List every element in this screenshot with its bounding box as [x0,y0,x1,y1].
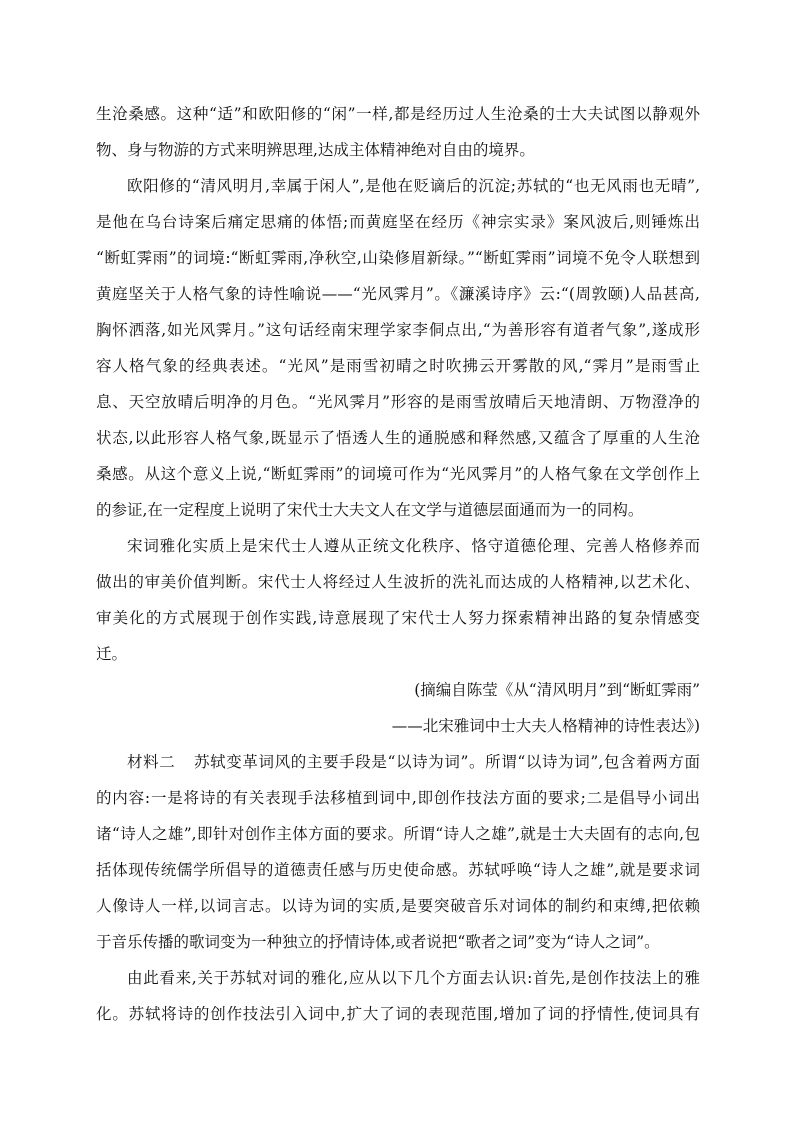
text-line: “断虹霁雨”的词境:“断虹霁雨,净秋空,山染修眉新绿。”“断虹霁雨”词境不免令人联想到 [96,249,700,267]
text-line: 做出的审美价值判断。宋代士人将经过人生波折的洗礼而达成的人格精神,以艺术化、 [96,573,700,591]
citation-line: ——北宋雅词中士大夫人格精神的诗性表达》) [391,717,700,735]
text-line: 审美化的方式展现于创作实践,诗意展现了宋代士人努力探索精神出路的复杂情感变 [96,609,700,627]
text-line: 黄庭坚关于人格气象的诗性喻说——“光风霁月”。《濂溪诗序》云:“(周敦颐)人品甚高, [96,285,700,303]
material-two-line [96,744,700,780]
text-line: 桑感。从这个意义上说,“断虹霁雨”的词境可作为“光风霁月”的人格气象在文学创作上 [96,465,700,483]
text-line: 的内容:一是将诗的有关表现手法移植到词中,即创作技法方面的要求;二是倡导小词出 [96,789,700,807]
text-line: 由此看来,关于苏轼对词的雅化,应从以下几个方面去认识:首先,是创作技法上的雅 [127,969,700,987]
text-line: 诸“诗人之雄”,即针对创作主体方面的要求。所谓“诗人之雄”,就是士大夫固有的志向,包 [96,825,700,843]
text-segment: 苏轼变革词风的主要手段是“以诗为词”。所谓“以诗为词”,包含着两方面 [193,753,700,771]
text-line: 的参证,在一定程度上说明了宋代士大夫文人在文学与道德层面通而为一的同构。 [96,501,644,519]
text-line: 物、身与物游的方式来明辨思理,达成主体精神绝对自由的境界。 [96,141,535,159]
text-line: 化。苏轼将诗的创作技法引入词中,扩大了词的表现范围,增加了词的抒情性,使词具有 [96,1005,700,1023]
text-line: 息、天空放晴后明净的月色。“光风霁月”形容的是雨雪放晴后天地清朗、万物澄净的 [96,393,700,411]
material-label: 材料二 [127,753,176,771]
text-line: 胸怀洒落,如光风霁月。”这句话经南宋理学家李侗点出,“为善形容有道者气象”,遂成形 [96,321,700,339]
text-line: 是他在乌台诗案后痛定思痛的体悟;而黄庭坚在经历《神宗实录》案风波后,则锤炼出 [96,213,700,231]
text-line: 容人格气象的经典表述。“光风”是雨雪初晴之时吹拂云开雾散的风,“霁月”是雨雪止 [96,357,700,375]
text-line: 括体现传统儒学所倡导的道德责任感与历史使命感。苏轼呼唤“诗人之雄”,就是要求词 [96,861,700,879]
text-line: 宋词雅化实质上是宋代士人遵从正统文化秩序、恪守道德伦理、完善人格修养而 [127,537,700,555]
citation-line: (摘编自陈莹《从“清风明月”到“断虹霁雨” [414,681,700,699]
text-line: 于音乐传播的歌词变为一种独立的抒情诗体,或者说把“歌者之词”变为“诗人之词”。 [96,933,660,951]
text-line: 迁。 [96,645,128,663]
text-line: 欧阳修的“清风明月,幸属于闲人”,是他在贬谪后的沉淀;苏轼的“也无风雨也无晴”, [127,177,700,195]
text-line: 状态,以此形容人格气象,既显示了悟透人生的通脱感和释然感,又蕴含了厚重的人生沧 [96,429,700,447]
text-line: 人像诗人一样,以词言志。以诗为词的实质,是要突破音乐对词体的制约和束缚,把依赖 [96,897,700,915]
document-body [96,96,700,1032]
text-line: 生沧桑感。这种“适”和欧阳修的“闲”一样,都是经历过人生沧桑的士大夫试图以静观外 [96,105,700,123]
